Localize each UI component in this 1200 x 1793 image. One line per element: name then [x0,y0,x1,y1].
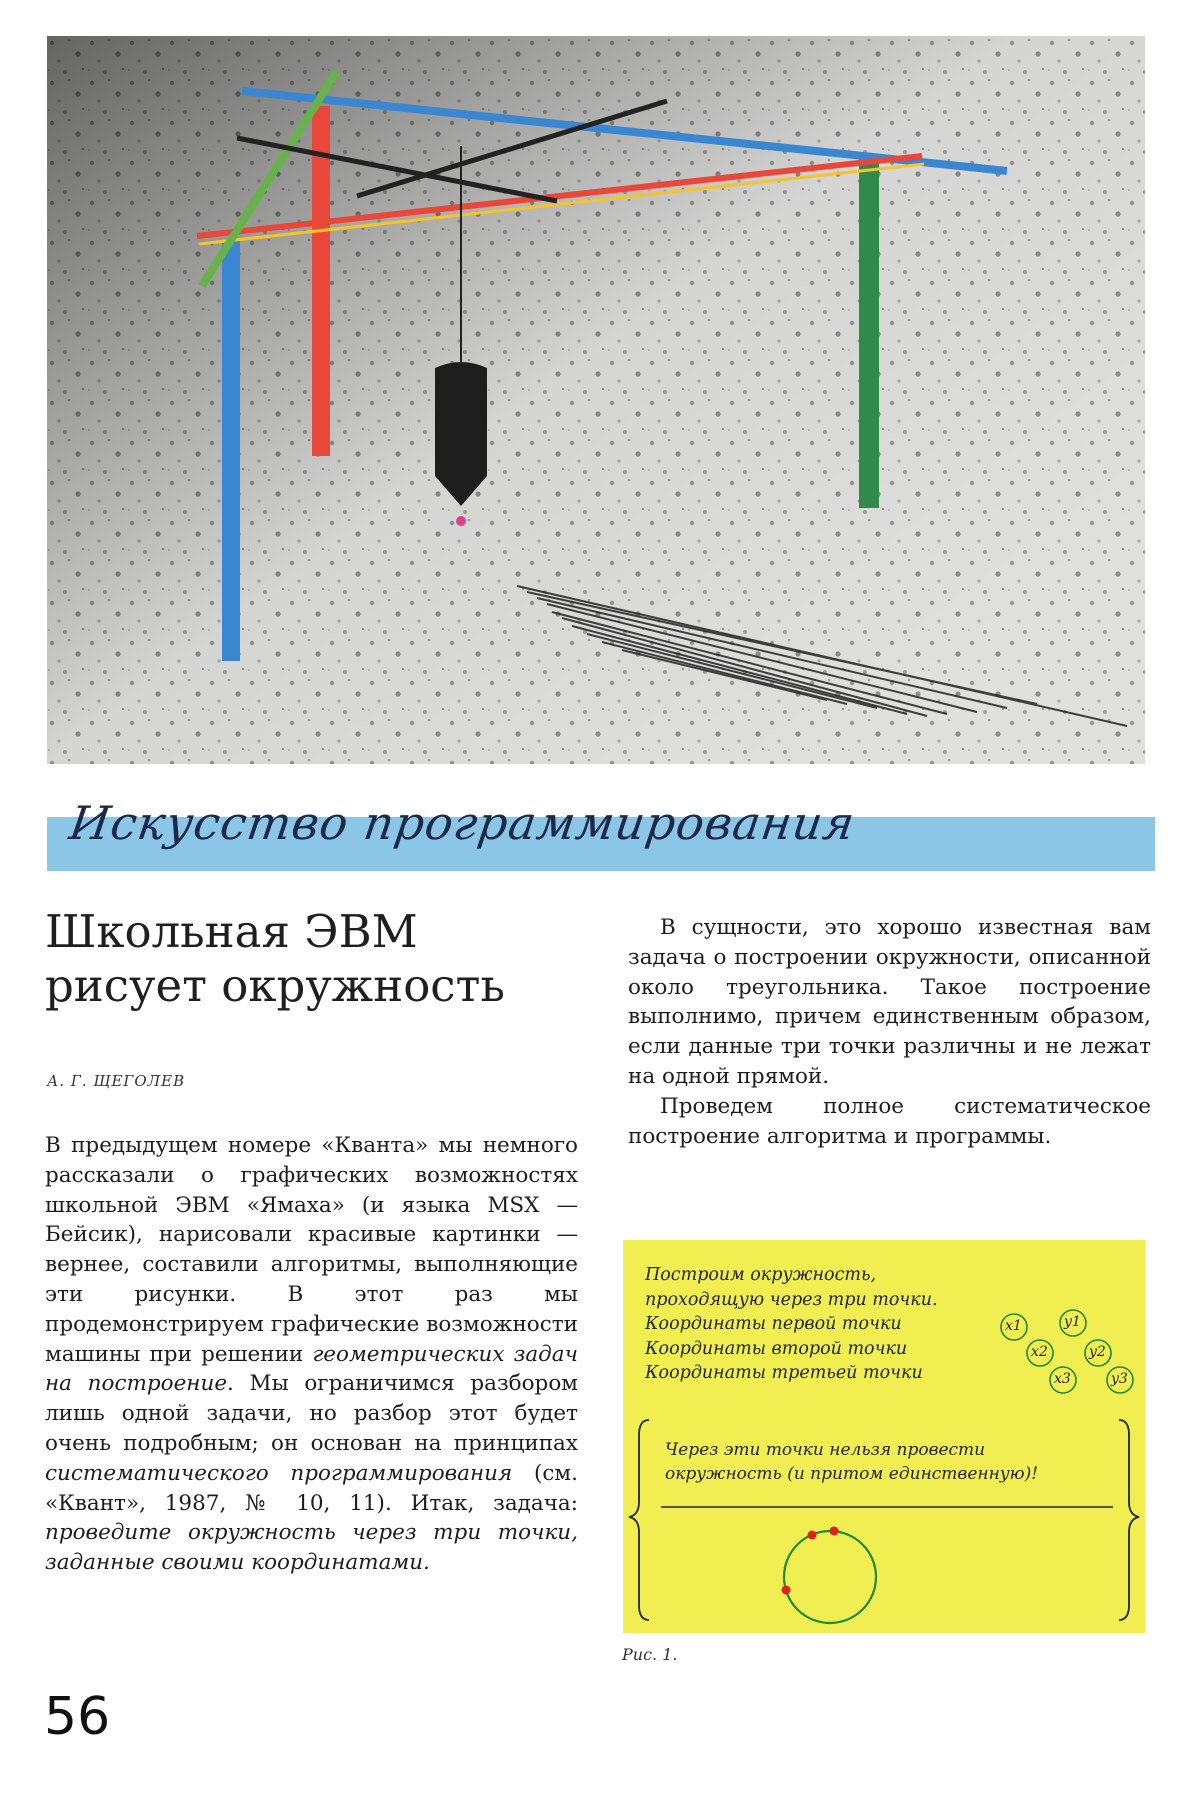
figure-1 [623,1240,1145,1633]
left-brace [629,1420,649,1620]
illustration-plumb-frame [47,36,1145,764]
right-brace [1119,1420,1139,1620]
right-column [628,913,1151,1151]
author: А. Г. ЩЕГОЛЕВ [47,1072,186,1090]
left-emph-1: геометрических задач на построение [45,1341,579,1397]
figure-line-5: Координаты третьей точки [645,1363,923,1383]
label-x2: x2 [1031,1344,1048,1360]
figure-line-3: Координаты первой точки [645,1314,902,1334]
figure-drawing [623,1240,1145,1633]
rubric-title: Искусство программирования [66,796,859,850]
figure-line-4: Координаты второй точки [645,1338,908,1359]
right-paragraph-2: Проведем полное систематическое построение алгоритма и программы. [628,1093,1151,1149]
figure-caption: Рис. 1. [622,1645,678,1664]
drawn-circle [784,1531,876,1623]
figure-message-line-1: Через эти точки нельзя провести [665,1440,986,1460]
title-line-1: Школьная ЭВМ [45,905,418,958]
plumb-frame-drawing [47,36,1145,764]
label-y1: y1 [1064,1314,1081,1330]
label-x3: x3 [1054,1371,1071,1387]
left-paragraph [45,1131,578,1578]
figure-line-1: Построим окружность, [645,1265,877,1285]
page-number: 56 [44,1687,111,1747]
label-y2: y2 [1089,1344,1106,1360]
figure-line-2: проходящую через три точки. [645,1289,938,1310]
right-paragraph-1: В сущности, это хорошо известная вам задача о построении окружности, описанной около треугольника. Такое построение выполнимо, причем единственным образом, если данные три точки различны и не лежат на одной прямой. [628,915,1151,1089]
label-y3: y3 [1111,1371,1128,1387]
article-title [45,905,605,1013]
figure-message [665,1438,1065,1486]
point-3 [782,1586,791,1595]
left-text-b: . Мы ограничимся разбором лишь одной задачи, но разбор этот будет очень подробным; он основан на принципах [45,1371,578,1456]
left-text-c: (см. «Квант», 1987, № 10, 11). Итак, задача: [45,1460,578,1516]
left-emph-3: проведите окружность через три точки, заданные своими координатами. [45,1520,578,1576]
left-emph-2: систематического программирования [45,1460,513,1486]
point-1 [808,1531,817,1540]
left-text-a: В предыдущем номере «Кванта» мы немного рассказали о графических возможностях школьной ЭВМ «Ямаха» (и языка MSX — Бейсик), нарисовали красивые картинки — вернее, составили алгоритмы, выполняющие эти рисунки. В этот раз мы продемонстрируем графические возможности машины при решении [45,1133,578,1367]
title-line-2: рисует окружность [45,959,505,1012]
label-x1: x1 [1005,1318,1022,1334]
point-2 [830,1527,839,1536]
left-column [45,1131,578,1578]
figure-message-line-2: окружность (и притом единственную)! [665,1464,1039,1484]
